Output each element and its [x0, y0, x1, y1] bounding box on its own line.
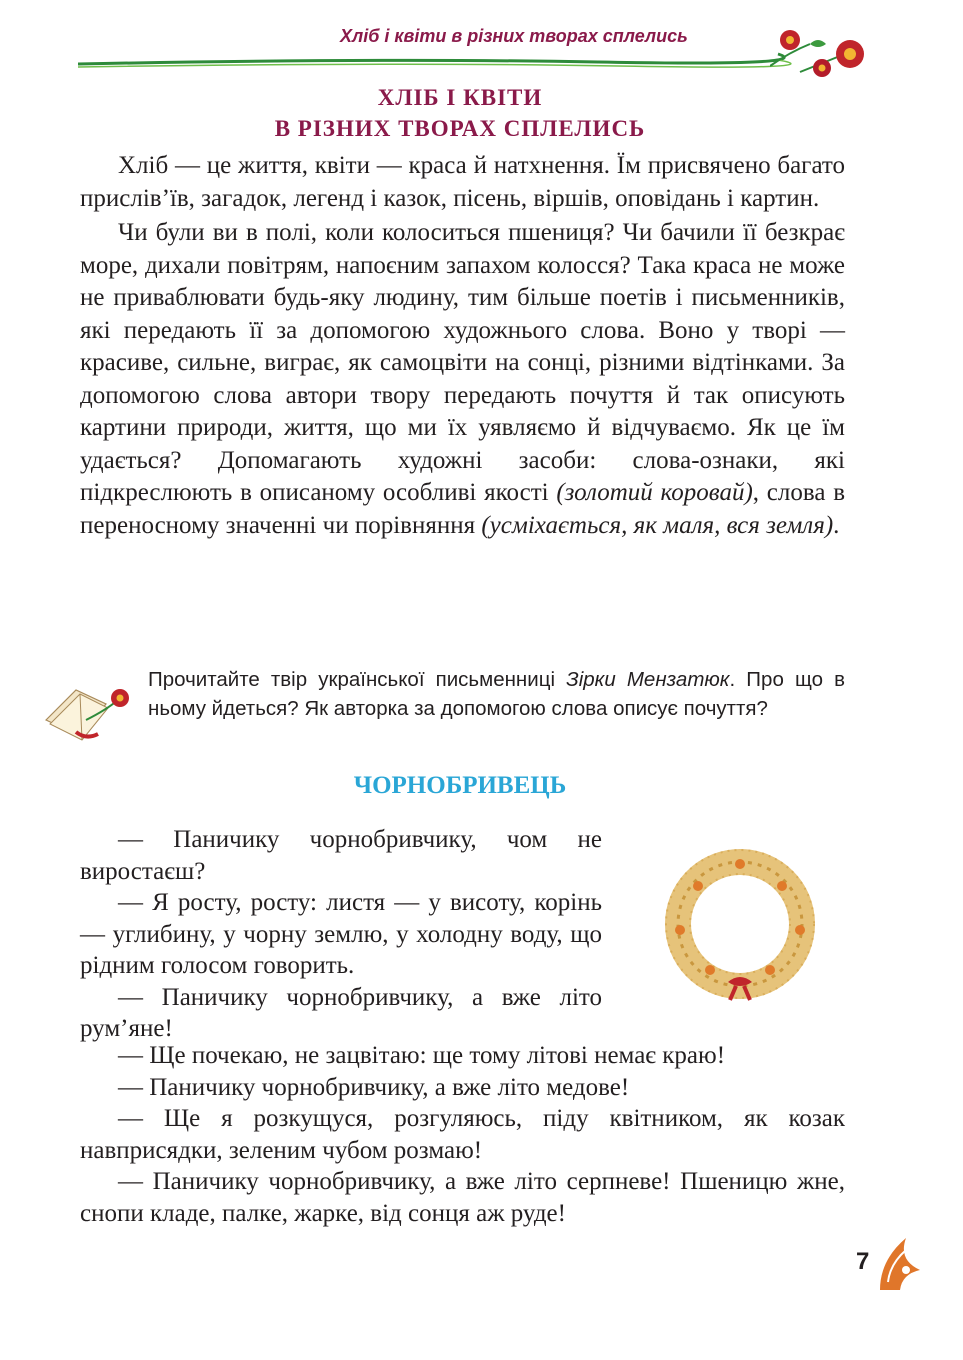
story-line: — Ще я розкущуся, розгуляюсь, піду квітником, як козак навприсядки, зеленим чубом розмаю! [80, 1105, 845, 1164]
task-instruction [148, 665, 845, 723]
intro-p2-text: Чи були ви в полі, коли колоситься пшениця? Чи бачили її безкрає море, дихали повітрям, напоєним запахом колосся? Така краса не може не приваблювати будь-яку людину, тим більше поетів і письменників, які передають її за допомогою художнього слова. Воно у творі — красиве, сильне, виграє, як самоцвіти на сонці, різними відтінками. За допомогою слова автори твору передають почуття й так описують картини природи, життя, що ми їх уявляємо й відчуваємо. Як це їм удається? Допомагають художні засоби: слова-ознаки, які підкреслюють в описаному особливі якості [80, 219, 845, 506]
folk-ornament-icon [876, 1230, 926, 1294]
marigold-flowers-icon [770, 22, 880, 86]
task-text-start: Прочитайте твір української письменниці [148, 668, 567, 691]
section-title [200, 82, 720, 144]
header-stem-rule [78, 40, 798, 80]
intro-text [80, 150, 845, 542]
story-text-narrow [80, 824, 602, 1045]
page-number: 7 [856, 1248, 870, 1275]
intro-p2-end: . [833, 511, 840, 539]
story-line: — Паничику чорнобривчику, а вже літо серпневе! Пшеницю жне, снопи кладе, палке, жарке, від сонця аж руде! [80, 1168, 845, 1227]
book-with-flower-icon [36, 670, 136, 750]
example-smiling-earth: (усміхається, як маля, вся земля) [481, 511, 834, 539]
story-line: — Ще почекаю, не зацвітаю: ще тому літові немає краю! [118, 1042, 726, 1069]
wheat-wreath-image [640, 840, 840, 1020]
story-line: — Паничику чорнобривчику, а вже літо медове! [118, 1073, 630, 1101]
task-text-end: . Про що в ньому йдеться? Як авторка за допомогою слова описує почуття? [148, 668, 846, 720]
intro-paragraph-1: Хліб — це життя, квіти — краса й натхнення. Їм присвячено багато прислів’їв, загадок, легенд і казок, пісень, віршів, оповідань і картин. [80, 152, 845, 212]
intro-p2-middle: , слова в переносному значенні чи порівняння [80, 479, 846, 539]
section-title-line-2: В РІЗНИХ ТВОРАХ СПЛЕЛИСЬ [274, 116, 646, 141]
intro-paragraph-2 [80, 217, 845, 542]
section-title-line-1: ХЛІБ І КВІТИ [377, 85, 543, 110]
example-golden-loaf: (золотий коровай) [556, 479, 753, 506]
story-title: ЧОРНОБРИВЕЦЬ [353, 772, 567, 799]
story-line: — Я росту, росту: листя — у висоту, корінь — углибину, у чорну землю, у холодну воду, що рідним голосом говорить. [80, 889, 602, 979]
story-line: — Паничику чорнобривчику, чом не виростаєш? [80, 826, 602, 885]
task-author: Зірки Мензатюк [566, 668, 730, 691]
story-line: — Паничику чорнобривчику, а вже літо рум’яне! [80, 983, 602, 1042]
running-header-title: Хліб і квіти в різних творах сплелись [340, 26, 688, 46]
story-text-wide [80, 1040, 845, 1229]
